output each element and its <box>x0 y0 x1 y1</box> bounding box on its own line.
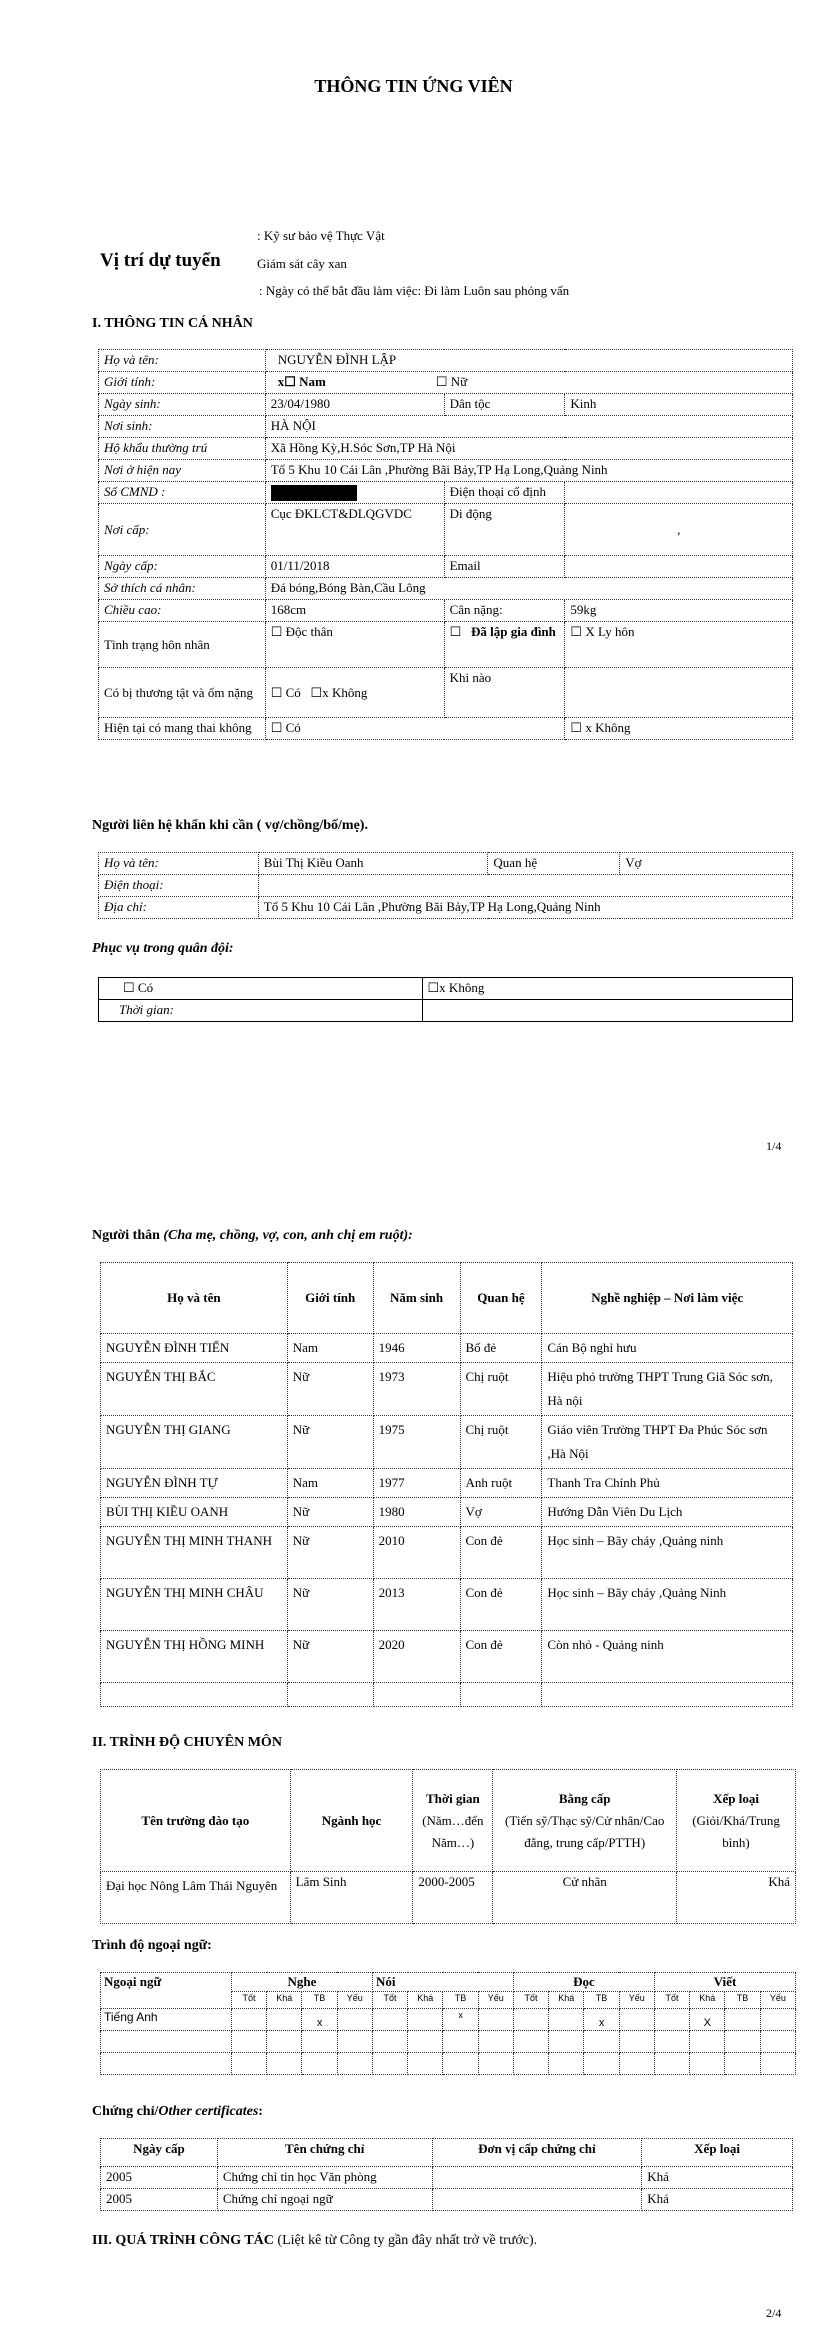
relative-year: 1975 <box>373 1416 460 1469</box>
edu-grade: Khá <box>677 1872 796 1924</box>
level-weak: Yếu <box>760 1992 795 2009</box>
level-average: TB <box>584 1992 619 2009</box>
certificates-heading-colon: : <box>258 2104 263 2119</box>
relatives-heading-note: (Cha mẹ, chồng, vợ, con, anh chị em ruột): <box>163 1228 413 1243</box>
lang-col-listening: Nghe <box>231 1973 372 1992</box>
relative-occupation: Học sinh – Bãy cháy ,Quảng Ninh <box>542 1579 793 1631</box>
section-1-heading: I. THÔNG TIN CÁ NHÂN <box>92 316 253 331</box>
certificates-heading <box>92 2104 263 2120</box>
relative-gender: Nữ <box>287 1498 373 1527</box>
level-average: TB <box>302 1992 337 2009</box>
relative-relation: Bố đẻ <box>460 1334 542 1363</box>
table-row <box>101 1527 793 1579</box>
birthplace-label: Nơi sinh: <box>99 416 266 438</box>
height-value: 168cm <box>265 600 444 622</box>
injury-yes-checkbox[interactable]: ☐ Có <box>270 684 301 700</box>
relative-year: 2020 <box>373 1631 460 1683</box>
relative-occupation: Hướng Dẫn Viên Du Lịch <box>542 1498 793 1527</box>
dob-value: 23/04/1980 <box>265 394 444 416</box>
level-average: TB <box>725 1992 760 2009</box>
relatives-col-year: Năm sinh <box>373 1263 460 1334</box>
relative-name: BÙI THỊ KIỀU OANH <box>101 1498 288 1527</box>
current-address-value: Tổ 5 Khu 10 Cái Lân ,Phường Bãi Bảy,TP Hạ Long,Quảng Ninh <box>265 460 792 482</box>
relative-gender: Nữ <box>287 1579 373 1631</box>
edu-col-time-title: Thời gian <box>425 1790 480 1806</box>
issue-date-label: Ngày cấp: <box>99 556 266 578</box>
cert-date: 2005 <box>101 2167 218 2189</box>
relatives-col-name: Họ và tên <box>101 1263 288 1334</box>
edu-col-school: Tên trường đào tạo <box>101 1770 291 1872</box>
table-row-empty <box>101 1683 793 1707</box>
relative-year: 2010 <box>373 1527 460 1579</box>
table-row <box>101 2167 793 2189</box>
relative-occupation: Thanh Tra Chính Phủ <box>542 1469 793 1498</box>
relative-name: NGUYỄN THỊ MINH CHÂU <box>101 1579 288 1631</box>
position-line-1: : Kỹ sư bảo vệ Thực Vật <box>257 228 385 243</box>
edu-col-grade-title: Xếp loại <box>713 1790 759 1806</box>
relative-year: 1980 <box>373 1498 460 1527</box>
reading-mark: x <box>584 2009 619 2031</box>
section-3-heading <box>92 2233 537 2249</box>
gender-female-checkbox[interactable]: ☐ Nữ <box>435 374 468 389</box>
phone-home-label: Điện thoại cố định <box>444 482 565 504</box>
relative-gender: Nữ <box>287 1363 373 1416</box>
level-weak: Yếu <box>619 1992 654 2009</box>
section-3-note: (Liệt kê từ Công ty gần đây nhất trở về trước). <box>277 2233 538 2248</box>
relative-relation: Vợ <box>460 1498 542 1527</box>
issued-by-value: Cục ĐKLCT&DLQGVDC <box>265 504 444 556</box>
relative-occupation: Còn nhỏ - Quảng ninh <box>542 1631 793 1683</box>
speaking-mark: x <box>443 2009 478 2031</box>
education-table <box>100 1769 796 1924</box>
page-number-2: 2/4 <box>766 2306 782 2320</box>
position-line-3: : Ngày có thể bắt đầu làm việc: Đi làm Luôn sau phỏng vấn <box>259 283 570 298</box>
relative-year: 1946 <box>373 1334 460 1363</box>
relatives-heading-text: Người thân <box>92 1228 160 1243</box>
name-value: NGUYỄN ĐÌNH LẬP <box>265 350 792 372</box>
edu-col-degree-title: Bằng cấp <box>558 1790 611 1806</box>
emergency-name-label: Họ và tên: <box>99 853 259 875</box>
level-fair: Khá <box>690 1992 725 2009</box>
relative-gender: Nữ <box>287 1527 373 1579</box>
cert-name: Chứng chỉ ngoại ngữ <box>217 2189 432 2211</box>
edu-col-grade <box>677 1770 796 1872</box>
edu-major: Lâm Sinh <box>290 1872 413 1924</box>
section-2-heading: II. TRÌNH ĐỘ CHUYÊN MÔN <box>92 1735 282 1750</box>
relative-year: 1973 <box>373 1363 460 1416</box>
injury-label: Có bị thương tật và ốm nặng <box>99 668 266 718</box>
relative-occupation: Cán Bộ nghỉ hưu <box>542 1334 793 1363</box>
redacted-id <box>271 485 357 501</box>
gender-label: Giới tính: <box>99 372 266 394</box>
relatives-header-row <box>101 1263 793 1334</box>
cert-grade: Khá <box>642 2167 793 2189</box>
relative-occupation: Hiệu phó trường THPT Trung Giã Sóc sơn, Hà nội <box>542 1363 793 1416</box>
pregnant-label: Hiện tại có mang thai không <box>99 718 266 740</box>
relative-occupation: Học sinh – Bãy cháy ,Quảng ninh <box>542 1527 793 1579</box>
id-label: Số CMND : <box>99 482 266 504</box>
cert-grade: Khá <box>642 2189 793 2211</box>
hobby-value: Đá bóng,Bóng Bàn,Cầu Lông <box>265 578 792 600</box>
level-good: Tốt <box>654 1992 689 2009</box>
emergency-address-label: Địa chỉ: <box>99 897 259 919</box>
page-number-1: 1/4 <box>766 1139 782 1153</box>
marital-married-box[interactable]: ☐ <box>449 624 462 640</box>
relative-name: NGUYỄN ĐÌNH TIẾN <box>101 1334 288 1363</box>
edu-school: Đại học Nông Lâm Thái Nguyên <box>101 1872 291 1924</box>
relatives-col-occupation: Nghề nghiệp – Nơi làm việc <box>542 1263 793 1334</box>
name-label: Họ và tên: <box>99 350 266 372</box>
edu-col-degree <box>493 1770 677 1872</box>
when-label: Khi nào <box>444 668 565 718</box>
level-fair: Khá <box>549 1992 584 2009</box>
table-row-empty <box>101 2053 796 2075</box>
marital-single-checkbox[interactable]: ☐ Độc thân <box>265 622 444 668</box>
table-row <box>101 1872 796 1924</box>
edu-col-time-sub: (Năm…đến Năm…) <box>422 1812 484 1850</box>
dob-label: Ngày sinh: <box>99 394 266 416</box>
lang-col-reading: Đọc <box>513 1973 654 1992</box>
document-title: THÔNG TIN ỨNG VIÊN <box>314 76 513 96</box>
level-weak: Yếu <box>478 1992 513 2009</box>
level-good: Tốt <box>372 1992 407 2009</box>
table-row <box>101 1579 793 1631</box>
relative-relation: Anh ruột <box>460 1469 542 1498</box>
military-time-label: Thời gian: <box>99 1000 423 1022</box>
emergency-phone-label: Điện thoại: <box>99 875 259 897</box>
table-row <box>101 1631 793 1683</box>
cert-date: 2005 <box>101 2189 218 2211</box>
marital-divorced-checkbox[interactable]: ☐ X Ly hôn <box>565 622 793 668</box>
cert-issuer <box>432 2189 642 2211</box>
marital-married-label: Đã lập gia đình <box>471 624 556 640</box>
mobile-value: , <box>565 504 793 556</box>
edu-degree: Cử nhân <box>493 1872 677 1924</box>
ethnic-value: Kinh <box>565 394 793 416</box>
languages-heading: Trình độ ngoại ngữ: <box>92 1938 212 1953</box>
current-address-label: Nơi ở hiện nay <box>99 460 266 482</box>
relative-occupation: Giáo viên Trường THPT Đa Phúc Sóc sơn ,Hà Nội <box>542 1416 793 1469</box>
issue-date-value: 01/11/2018 <box>265 556 444 578</box>
certificates-table <box>100 2138 793 2211</box>
certificates-heading-en: Other certificates <box>158 2104 259 2119</box>
relative-name: NGUYỄN ĐÌNH TỰ <box>101 1469 288 1498</box>
relative-name: NGUYỄN THỊ MINH THANH <box>101 1527 288 1579</box>
edu-time: 2000-2005 <box>413 1872 493 1924</box>
household-label: Hộ khẩu thường trú <box>99 438 266 460</box>
weight-label: Cân nặng: <box>444 600 565 622</box>
edu-col-time <box>413 1770 493 1872</box>
issued-by-label: Nơi cấp: <box>99 504 266 556</box>
pregnant-no-checkbox[interactable]: ☐ x Không <box>565 718 793 740</box>
level-good: Tốt <box>231 1992 266 2009</box>
table-row-empty <box>101 2031 796 2053</box>
military-table <box>98 977 793 1022</box>
table-row <box>101 2009 796 2031</box>
email-label: Email <box>444 556 565 578</box>
level-good: Tốt <box>513 1992 548 2009</box>
mobile-label: Di động <box>444 504 565 556</box>
personal-info-table <box>98 349 793 740</box>
lang-col-writing: Viết <box>654 1973 795 1992</box>
hobby-label: Sở thích cá nhân: <box>99 578 266 600</box>
cert-col-name: Tên chứng chỉ <box>217 2139 432 2167</box>
military-no-checkbox[interactable]: ☐x Không <box>422 978 792 1000</box>
cert-col-date: Ngày cấp <box>101 2139 218 2167</box>
relative-relation: Con đẻ <box>460 1527 542 1579</box>
gender-male-checkbox[interactable]: x☐ Nam <box>277 374 326 389</box>
certificates-heading-text: Chứng chỉ/ <box>92 2104 159 2119</box>
relatives-table <box>100 1262 793 1707</box>
relatives-heading <box>92 1228 413 1244</box>
table-row <box>101 1469 793 1498</box>
relative-gender: Nam <box>287 1469 373 1498</box>
emergency-heading: Người liên hệ khẩn khi cần ( vợ/chồng/bố/mẹ). <box>92 818 368 833</box>
table-row <box>101 2189 793 2211</box>
relative-name: NGUYỄN THỊ BẮC <box>101 1363 288 1416</box>
military-heading: Phục vụ trong quân đội: <box>92 941 234 956</box>
emergency-name-value: Bùi Thị Kiều Oanh <box>258 853 488 875</box>
level-average: TB <box>443 1992 478 2009</box>
relative-name: NGUYỄN THỊ GIANG <box>101 1416 288 1469</box>
relative-gender: Nữ <box>287 1416 373 1469</box>
cert-col-issuer: Đơn vị cấp chứng chỉ <box>432 2139 642 2167</box>
edu-col-major: Ngành học <box>290 1770 413 1872</box>
table-row <box>101 1363 793 1416</box>
marital-label: Tình trạng hôn nhân <box>99 622 266 668</box>
position-line-2: Giám sát cây xan <box>257 256 347 271</box>
table-row <box>101 1334 793 1363</box>
section-3-heading-text: III. QUÁ TRÌNH CÔNG TÁC <box>92 2233 274 2248</box>
writing-mark: X <box>690 2009 725 2031</box>
emergency-relation-value: Vợ <box>620 853 793 875</box>
cert-col-grade: Xếp loại <box>642 2139 793 2167</box>
listening-mark: x <box>302 2009 337 2031</box>
pregnant-yes-checkbox[interactable]: ☐ Có <box>265 718 565 740</box>
emergency-table <box>98 852 793 919</box>
position-label: Vị trí dự tuyển <box>100 250 221 271</box>
lang-name: Tiếng Anh <box>101 2009 232 2031</box>
injury-no-checkbox[interactable]: ☐x Không <box>310 684 368 700</box>
military-yes-checkbox[interactable]: ☐ Có <box>99 978 423 1000</box>
relative-gender: Nam <box>287 1334 373 1363</box>
birthplace-value: HÀ NỘI <box>265 416 792 438</box>
lang-col-language: Ngoại ngữ <box>101 1973 232 2009</box>
relatives-col-relation: Quan hệ <box>460 1263 542 1334</box>
relative-year: 2013 <box>373 1579 460 1631</box>
languages-table <box>100 1972 796 2075</box>
height-label: Chiều cao: <box>99 600 266 622</box>
level-fair: Khá <box>408 1992 443 2009</box>
cert-issuer <box>432 2167 642 2189</box>
ethnic-label: Dân tộc <box>444 394 565 416</box>
emergency-relation-label: Quan hệ <box>488 853 620 875</box>
relative-gender: Nữ <box>287 1631 373 1683</box>
table-row <box>101 1498 793 1527</box>
relatives-col-gender: Giới tính <box>287 1263 373 1334</box>
relative-relation: Chị ruột <box>460 1416 542 1469</box>
level-fair: Khá <box>267 1992 302 2009</box>
relative-name: NGUYỄN THỊ HỒNG MINH <box>101 1631 288 1683</box>
household-value: Xã Hồng Kỳ,H.Sóc Sơn,TP Hà Nội <box>265 438 792 460</box>
emergency-address-value: Tổ 5 Khu 10 Cái Lân ,Phường Bãi Bảy,TP Hạ Long,Quảng Ninh <box>258 897 792 919</box>
weight-value: 59kg <box>565 600 793 622</box>
relative-year: 1977 <box>373 1469 460 1498</box>
relative-relation: Con đẻ <box>460 1631 542 1683</box>
table-row <box>101 1416 793 1469</box>
relative-relation: Chị ruột <box>460 1363 542 1416</box>
lang-col-speaking: Nói <box>372 1973 513 1992</box>
relative-relation: Con đẻ <box>460 1579 542 1631</box>
edu-col-degree-sub: (Tiến sỹ/Thạc sỹ/Cử nhân/Cao đẳng, trung cấp/PTTH) <box>505 1812 665 1850</box>
cert-name: Chứng chỉ tin học Văn phòng <box>217 2167 432 2189</box>
level-weak: Yếu <box>337 1992 372 2009</box>
edu-col-grade-sub: (Giỏi/Khá/Trung bình) <box>692 1812 780 1850</box>
